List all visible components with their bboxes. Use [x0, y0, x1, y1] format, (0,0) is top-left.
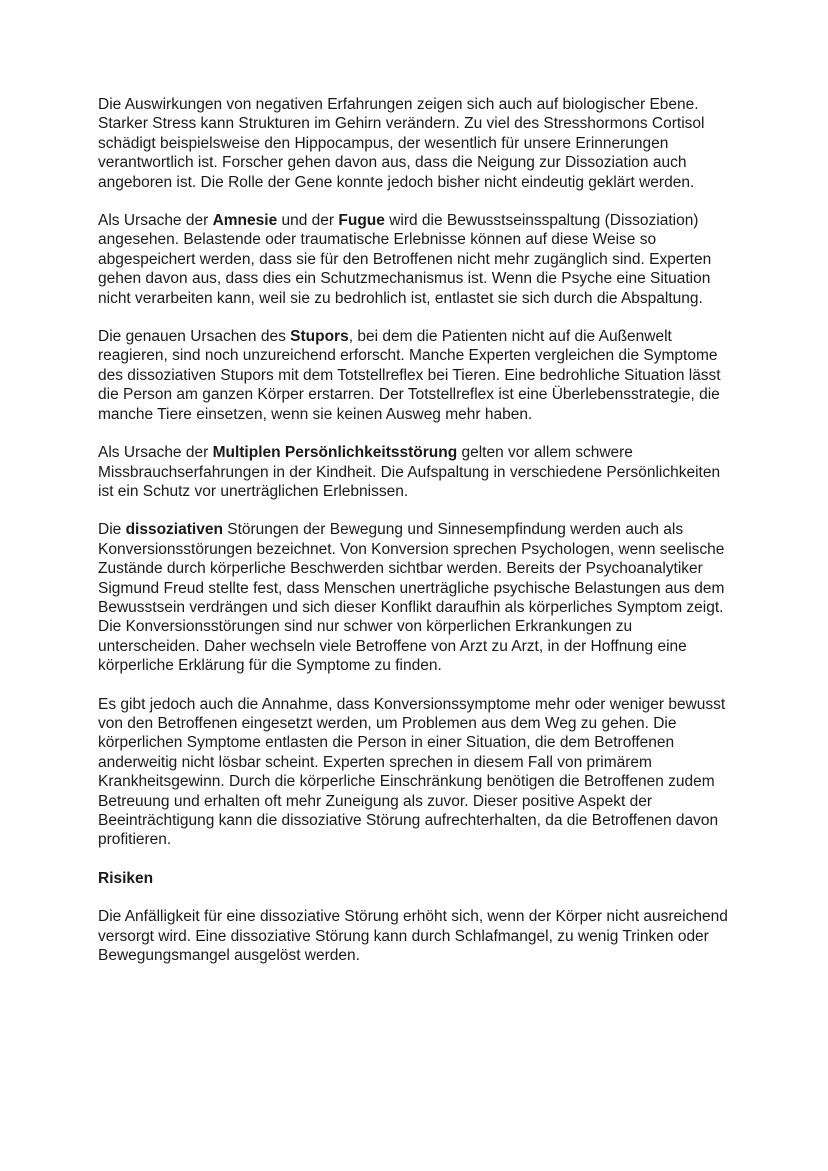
- bold-term: Stupors: [290, 328, 349, 346]
- paragraph-2: [98, 211, 738, 308]
- text-segment: , bei dem die Patienten nicht auf die Außenwelt reagieren, sind noch unzureichend erforscht. Manche Experten vergleichen die Symptome des dissoziativen Stupors mit dem Totstellreflex bei Tieren. Eine bedrohliche Situation lässt die Person am ganzen Körper erstarren. Der Totstellreflex ist eine Überlebensstrategie, die manche Tiere einsetzen, wenn sie keinen Ausweg mehr haben.: [98, 328, 721, 423]
- bold-term: dissoziativen: [125, 521, 223, 539]
- paragraph-4: [98, 443, 738, 501]
- body-text: [98, 95, 738, 850]
- text-segment: gelten vor allem schwere Missbrauchserfahrungen in der Kindheit. Die Aufspaltung in verschiedene Persönlichkeiten ist ein Schutz vor unerträglichen Erlebnissen.: [98, 444, 721, 500]
- text-segment: Die: [98, 521, 126, 539]
- paragraph-1: [98, 95, 738, 192]
- paragraph-risiken: Die Anfälligkeit für eine dissoziative Störung erhöht sich, wenn der Körper nicht ausreichend versorgt wird. Eine dissoziative Störung kann durch Schlafmangel, zu wenig Trinken oder Bewegungsmangel ausgelöst werden.: [98, 908, 728, 965]
- paragraph-6: [98, 695, 738, 850]
- text-segment: und der: [277, 212, 339, 230]
- paragraph-3: [98, 327, 738, 424]
- paragraph-5: [98, 520, 738, 675]
- bold-term: Multiplen Persönlichkeitsstörung: [212, 444, 458, 462]
- text-segment: Als Ursache der: [98, 212, 213, 230]
- text-segment: wird die Bewusstseinsspaltung (Dissoziation) angesehen. Belastende oder traumatische Erlebnisse können auf diese Weise so abgespeichert werden, dass sie für den Betroffenen nicht mehr zugänglich sind. Experten gehen davon aus, dass dies ein Schutzmechanismus ist. Wenn die Psyche eine Situation nicht verarbeiten kann, weil sie zu bedrohlich ist, entlastet sie sich durch die Abspaltung.: [98, 212, 712, 307]
- document-page: [98, 95, 738, 984]
- text-segment: Es gibt jedoch auch die Annahme, dass Konversionssymptome mehr oder weniger bewusst von den Betroffenen eingesetzt werden, um Problemen aus dem Weg zu gehen. Die körperlichen Symptome entlasten die Person in einer Situation, die dem Betroffenen anderweitig nicht lösbar scheint. Experten sprechen in diesem Fall von primärem Krankheitsgewinn. Durch die körperliche Einschränkung benötigen die Betroffenen zudem Betreuung und erhalten oft mehr Zuneigung als zuvor. Dieser positive Aspekt der Beeinträchtigung kann die dissoziative Störung aufrechterhalten, da die Betroffenen davon profitieren.: [98, 695, 726, 849]
- bold-term: Fugue: [338, 212, 385, 230]
- section-heading-risiken: Risiken: [98, 869, 154, 887]
- bold-term: Amnesie: [212, 212, 278, 230]
- text-segment: Als Ursache der: [98, 444, 213, 462]
- text-segment: Störungen der Bewegung und Sinnesempfindung werden auch als Konversionsstörungen bezeichnet. Von Konversion sprechen Psychologen, wenn seelische Zustände durch körperliche Beschwerden sichtbar werden. Bereits der Psychoanalytiker Sigmund Freud stellte fest, dass Menschen unerträgliche psychische Belastungen aus dem Bewusstsein verdrängen und sich dieser Konflikt daraufhin als körperliches Symptom zeigt. Die Konversionsstörungen sind nur schwer von körperlichen Erkrankungen zu unterscheiden. Daher wechseln viele Betroffene von Arzt zu Arzt, in der Hoffnung eine körperliche Erklärung für die Symptome zu finden.: [98, 521, 725, 675]
- text-segment: Die genauen Ursachen des: [98, 328, 291, 346]
- text-segment: Die Auswirkungen von negativen Erfahrungen zeigen sich auch auf biologischer Ebene. Starker Stress kann Strukturen im Gehirn verändern. Zu viel des Stresshormons Cortisol schädigt beispielsweise den Hippocampus, der wesentlich für unsere Erinnerungen verantwortlich ist. Forscher gehen davon aus, dass die Neigung zur Dissoziation auch angeboren ist. Die Rolle der Gene konnte jedoch bisher nicht eindeutig geklärt werden.: [98, 96, 705, 191]
